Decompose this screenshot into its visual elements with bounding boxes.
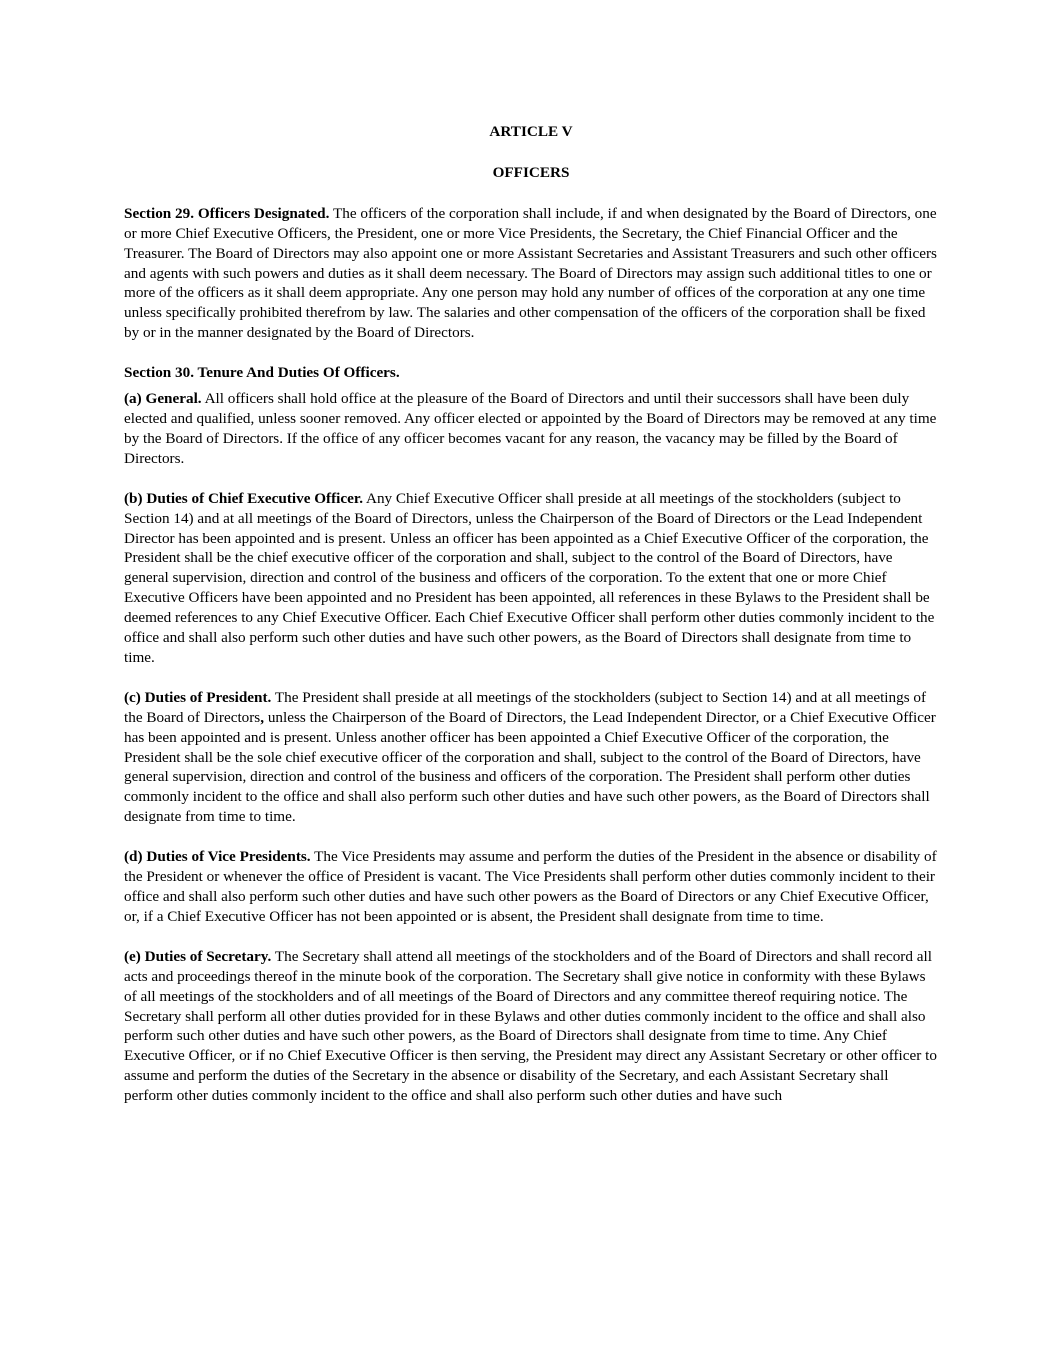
president-duties-label: (c) Duties of President.: [124, 688, 272, 706]
ceo-duties-paragraph: [124, 489, 938, 668]
section-29-text: The officers of the corporation shall include, if and when designated by the Board of Directors, one or more Chief Executive Officers, the President, one or more Vice Presidents, the Secretary, the Chief Financial Officer and the Treasurer. The Board of Directors may also appoint one or more Assistant Secretaries and Assistant Treasurers and such other officers and agents with such powers and duties as it shall deem necessary. The Board of Directors may assign such additional titles to one or more of the officers as it shall deem appropriate. Any one person may hold any number of offices of the corporation at any one time unless specifically prohibited therefrom by law. The salaries and other compensation of the officers of the corporation shall be fixed by or in the manner designated by the Board of Directors.: [124, 204, 937, 342]
vice-presidents-duties-text: The Vice Presidents may assume and perform the duties of the President in the absence or disability of the President or whenever the office of President is vacant. The Vice Presidents shall perform other duties commonly incident to their office and shall also perform such other duties and have such other powers as the Board of Directors or any Chief Executive Officer, or, if a Chief Executive Officer has not been appointed or is absent, the President shall designate from time to time.: [124, 848, 937, 925]
secretary-duties-label: (e) Duties of Secretary.: [124, 947, 272, 965]
article-title: ARTICLE V: [489, 123, 573, 140]
general-text: All officers shall hold office at the pleasure of the Board of Directors and until their successors shall have been duly elected and qualified, unless sooner removed. Any officer elected or appointed by the Board of Directors may be removed at any time by the Board of Directors. If the office of any officer becomes vacant for any reason, the vacancy may be filled by the Board of Directors.: [124, 390, 937, 467]
president-duties-text-b: unless the Chairperson of the Board of Directors, the Lead Independent Director, or a Chief Executive Officer has been appointed and is present. Unless another officer has been appointed a Chief Executive Officer of the corporation, the President shall be the sole chief executive officer of the corporation and shall, subject to the control of the Board of Directors, have general supervision, direction and control of the business and officers of the corporation. The President shall perform other duties commonly incident to the office and shall also perform such other duties and have such other powers, as the Board of Directors shall designate from time to time.: [124, 708, 936, 826]
section-29-paragraph: [124, 204, 938, 343]
section-29-heading: Section 29. Officers Designated.: [124, 204, 330, 222]
general-paragraph: [124, 389, 938, 469]
secretary-duties-paragraph: [124, 947, 938, 1106]
president-duties-paragraph: [124, 688, 938, 827]
ceo-duties-label: (b) Duties of Chief Executive Officer.: [124, 489, 364, 507]
vice-presidents-duties-label: (d) Duties of Vice Presidents.: [124, 848, 311, 866]
president-duties-comma: ,: [260, 708, 265, 726]
general-label: (a) General.: [124, 390, 202, 408]
section-30-heading: Section 30. Tenure And Duties Of Officers.: [124, 364, 400, 382]
secretary-duties-text: The Secretary shall attend all meetings of the stockholders and of the Board of Directors and shall record all acts and proceedings thereof in the minute book of the corporation. The Secretary shall give notice in conformity with these Bylaws of all meetings of the stockholders and of all meetings of the Board of Directors and any committee thereof requiring notice. The Secretary shall perform all other duties provided for in these Bylaws and other duties commonly incident to the office and shall also perform such other duties and have such other powers, as the Board of Directors shall designate from time to time. Any Chief Executive Officer, or if no Chief Executive Officer is then serving, the President may direct any Assistant Secretary or other officer to assume and perform the duties of the Secretary in the absence or disability of the Secretary, and each Assistant Secretary shall perform other duties commonly incident to the office and shall also perform such other duties and have such: [124, 947, 937, 1105]
ceo-duties-text: Any Chief Executive Officer shall preside at all meetings of the stockholders (subject to Section 14) and at all meetings of the Board of Directors, unless the Chairperson of the Board of Directors or the Lead Independent Director has been appointed and is present. Unless an officer has been appointed as a Chief Executive Officer of the corporation, the President shall be the chief executive officer of the corporation and shall, subject to the control of the Board of Directors, have general supervision, direction and control of the business and officers of the corporation. To the extent that one or more Chief Executive Officers have been appointed and no President has been appointed, all references in these Bylaws to the President shall be deemed references to any Chief Executive Officer. Each Chief Executive Officer shall perform other duties commonly incident to the office and shall also perform such other duties and have such other powers, as the Board of Directors shall designate from time to time.: [124, 489, 935, 666]
president-duties-text-a: The President shall preside at all meetings of the stockholders (subject to Section 14) and at all meetings of the Board of Directors: [124, 688, 927, 726]
article-subtitle: OFFICERS: [492, 163, 570, 181]
vice-presidents-duties-paragraph: [124, 847, 938, 927]
document-page: [124, 122, 938, 1126]
